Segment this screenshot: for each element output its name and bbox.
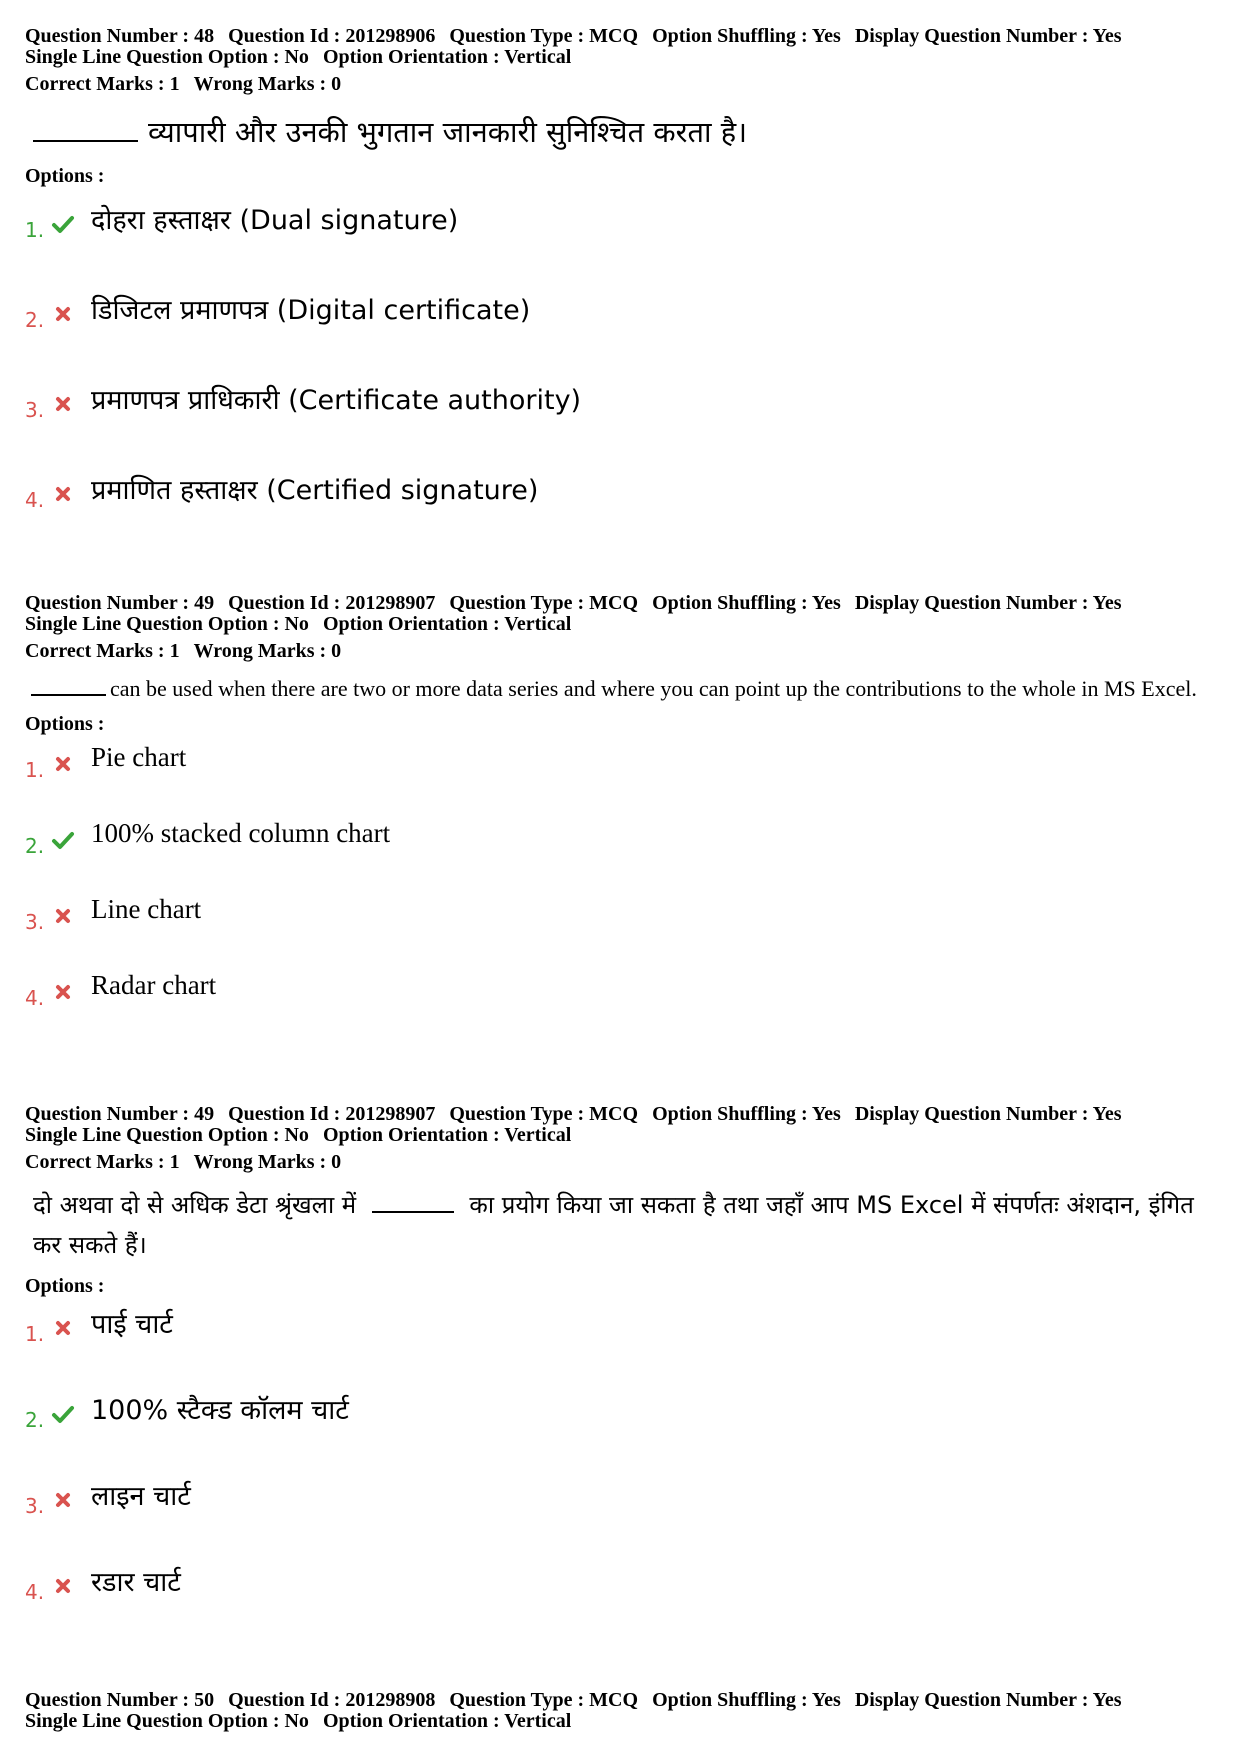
check-icon (51, 1402, 75, 1426)
option-4 (25, 972, 1225, 1012)
option-text: रडार चार्ट (91, 1567, 181, 1598)
question-number: Question Number : 50 (25, 1689, 215, 1711)
option-shuffling: Option Shuffling : Yes (652, 1689, 841, 1711)
option-number: 2. (25, 834, 45, 858)
option-number: 3. (25, 398, 45, 422)
options-label: Options : (25, 165, 105, 187)
question-48-block (25, 26, 1225, 514)
marks-line (25, 1152, 1225, 1173)
cross-icon (51, 482, 75, 506)
wrong-marks: Wrong Marks : 0 (193, 1151, 342, 1173)
option-4 (25, 474, 1225, 514)
option-2 (25, 294, 1225, 334)
option-orientation: Option Orientation : Vertical (322, 613, 572, 635)
question-number: Question Number : 49 (25, 1103, 215, 1125)
option-1 (25, 744, 1225, 784)
option-text: Line chart (91, 894, 202, 924)
question-text (33, 1185, 1225, 1265)
question-meta-line-1 (25, 593, 1225, 614)
question-meta-line-2 (25, 1711, 1225, 1732)
options-list (25, 744, 1225, 1012)
question-meta-line-2 (25, 1125, 1225, 1146)
question-type: Question Type : MCQ (449, 25, 639, 47)
display-question-number: Display Question Number : Yes (854, 25, 1122, 47)
option-2 (25, 820, 1225, 860)
display-question-number: Display Question Number : Yes (854, 592, 1122, 614)
option-number: 1. (25, 1322, 45, 1346)
question-49-english-block (25, 593, 1225, 1012)
option-1 (25, 204, 1225, 244)
option-text: दोहरा हस्ताक्षर (Dual signature) (91, 205, 459, 236)
question-text (33, 111, 1225, 151)
option-3 (25, 384, 1225, 424)
single-line-option: Single Line Question Option : No (25, 1124, 309, 1146)
cross-icon (51, 904, 75, 928)
question-text-content: व्यापारी और उनकी भुगतान जानकारी सुनिश्चित करता है। (148, 115, 748, 149)
option-number: 3. (25, 1494, 45, 1518)
display-question-number: Display Question Number : Yes (854, 1689, 1122, 1711)
question-id: Question Id : 201298907 (228, 1103, 436, 1125)
question-id: Question Id : 201298906 (228, 25, 436, 47)
question-text (31, 672, 1225, 703)
option-number: 4. (25, 986, 45, 1010)
option-text: 100% stacked column chart (91, 818, 391, 848)
answer-blank (31, 672, 106, 696)
display-question-number: Display Question Number : Yes (854, 1103, 1122, 1125)
question-text-content: can be used when there are two or more data series and where you can point up the contributions to the whole in MS Excel. (110, 676, 1197, 701)
question-meta-line-2 (25, 47, 1225, 68)
single-line-option: Single Line Question Option : No (25, 1710, 309, 1732)
question-meta-line-1 (25, 1104, 1225, 1125)
question-number: Question Number : 48 (25, 25, 215, 47)
question-number: Question Number : 49 (25, 592, 215, 614)
question-49-hindi-block (25, 1104, 1225, 1606)
option-text: Radar chart (91, 970, 217, 1000)
option-orientation: Option Orientation : Vertical (322, 46, 572, 68)
option-1 (25, 1308, 1225, 1348)
question-id: Question Id : 201298908 (228, 1689, 436, 1711)
option-shuffling: Option Shuffling : Yes (652, 1103, 841, 1125)
question-meta-line-1 (25, 1690, 1225, 1711)
cross-icon (51, 302, 75, 326)
option-2 (25, 1394, 1225, 1434)
option-text: प्रमाणपत्र प्राधिकारी (Certificate authority) (91, 385, 582, 416)
cross-icon (51, 1574, 75, 1598)
options-list (25, 204, 1225, 514)
wrong-marks: Wrong Marks : 0 (193, 640, 342, 662)
option-shuffling: Option Shuffling : Yes (652, 25, 841, 47)
check-icon (51, 828, 75, 852)
question-type: Question Type : MCQ (449, 1103, 639, 1125)
correct-marks: Correct Marks : 1 (25, 640, 180, 662)
answer-blank (33, 111, 138, 142)
option-text: पाई चार्ट (91, 1309, 173, 1340)
option-orientation: Option Orientation : Vertical (322, 1124, 572, 1146)
question-text-after: का प्रयोग किया जा सकता है तथा जहाँ आप MS Excel में संपर्णतः अंशदान, इंगित कर सकते हैं। (33, 1191, 1194, 1259)
option-text: लाइन चार्ट (91, 1481, 191, 1512)
option-text: 100% स्टैक्ड कॉलम चार्ट (91, 1395, 349, 1426)
option-shuffling: Option Shuffling : Yes (652, 592, 841, 614)
single-line-option: Single Line Question Option : No (25, 46, 309, 68)
single-line-option: Single Line Question Option : No (25, 613, 309, 635)
question-type: Question Type : MCQ (449, 1689, 639, 1711)
question-type: Question Type : MCQ (449, 592, 639, 614)
option-4 (25, 1566, 1225, 1606)
correct-marks: Correct Marks : 1 (25, 73, 180, 95)
check-icon (51, 212, 75, 236)
option-number: 2. (25, 1408, 45, 1432)
option-number: 1. (25, 218, 45, 242)
question-meta-line-2 (25, 614, 1225, 635)
answer-blank (372, 1187, 454, 1213)
option-number: 1. (25, 758, 45, 782)
option-number: 4. (25, 1580, 45, 1604)
question-50-block (25, 1690, 1225, 1732)
cross-icon (51, 1488, 75, 1512)
cross-icon (51, 1316, 75, 1340)
cross-icon (51, 980, 75, 1004)
option-orientation: Option Orientation : Vertical (322, 1710, 572, 1732)
option-text: डिजिटल प्रमाणपत्र (Digital certificate) (91, 295, 531, 326)
options-label: Options : (25, 713, 105, 735)
option-number: 3. (25, 910, 45, 934)
option-number: 2. (25, 308, 45, 332)
options-label: Options : (25, 1275, 105, 1297)
question-id: Question Id : 201298907 (228, 592, 436, 614)
option-text: प्रमाणित हस्ताक्षर (Certified signature) (91, 475, 539, 506)
marks-line (25, 74, 1225, 95)
option-3 (25, 1480, 1225, 1520)
question-meta-line-1 (25, 26, 1225, 47)
correct-marks: Correct Marks : 1 (25, 1151, 180, 1173)
wrong-marks: Wrong Marks : 0 (193, 73, 342, 95)
option-3 (25, 896, 1225, 936)
options-list (25, 1308, 1225, 1606)
question-text-before: दो अथवा दो से अधिक डेटा श्रृंखला में (33, 1191, 357, 1219)
marks-line (25, 641, 1225, 662)
cross-icon (51, 392, 75, 416)
option-number: 4. (25, 488, 45, 512)
cross-icon (51, 752, 75, 776)
option-text: Pie chart (91, 742, 187, 772)
